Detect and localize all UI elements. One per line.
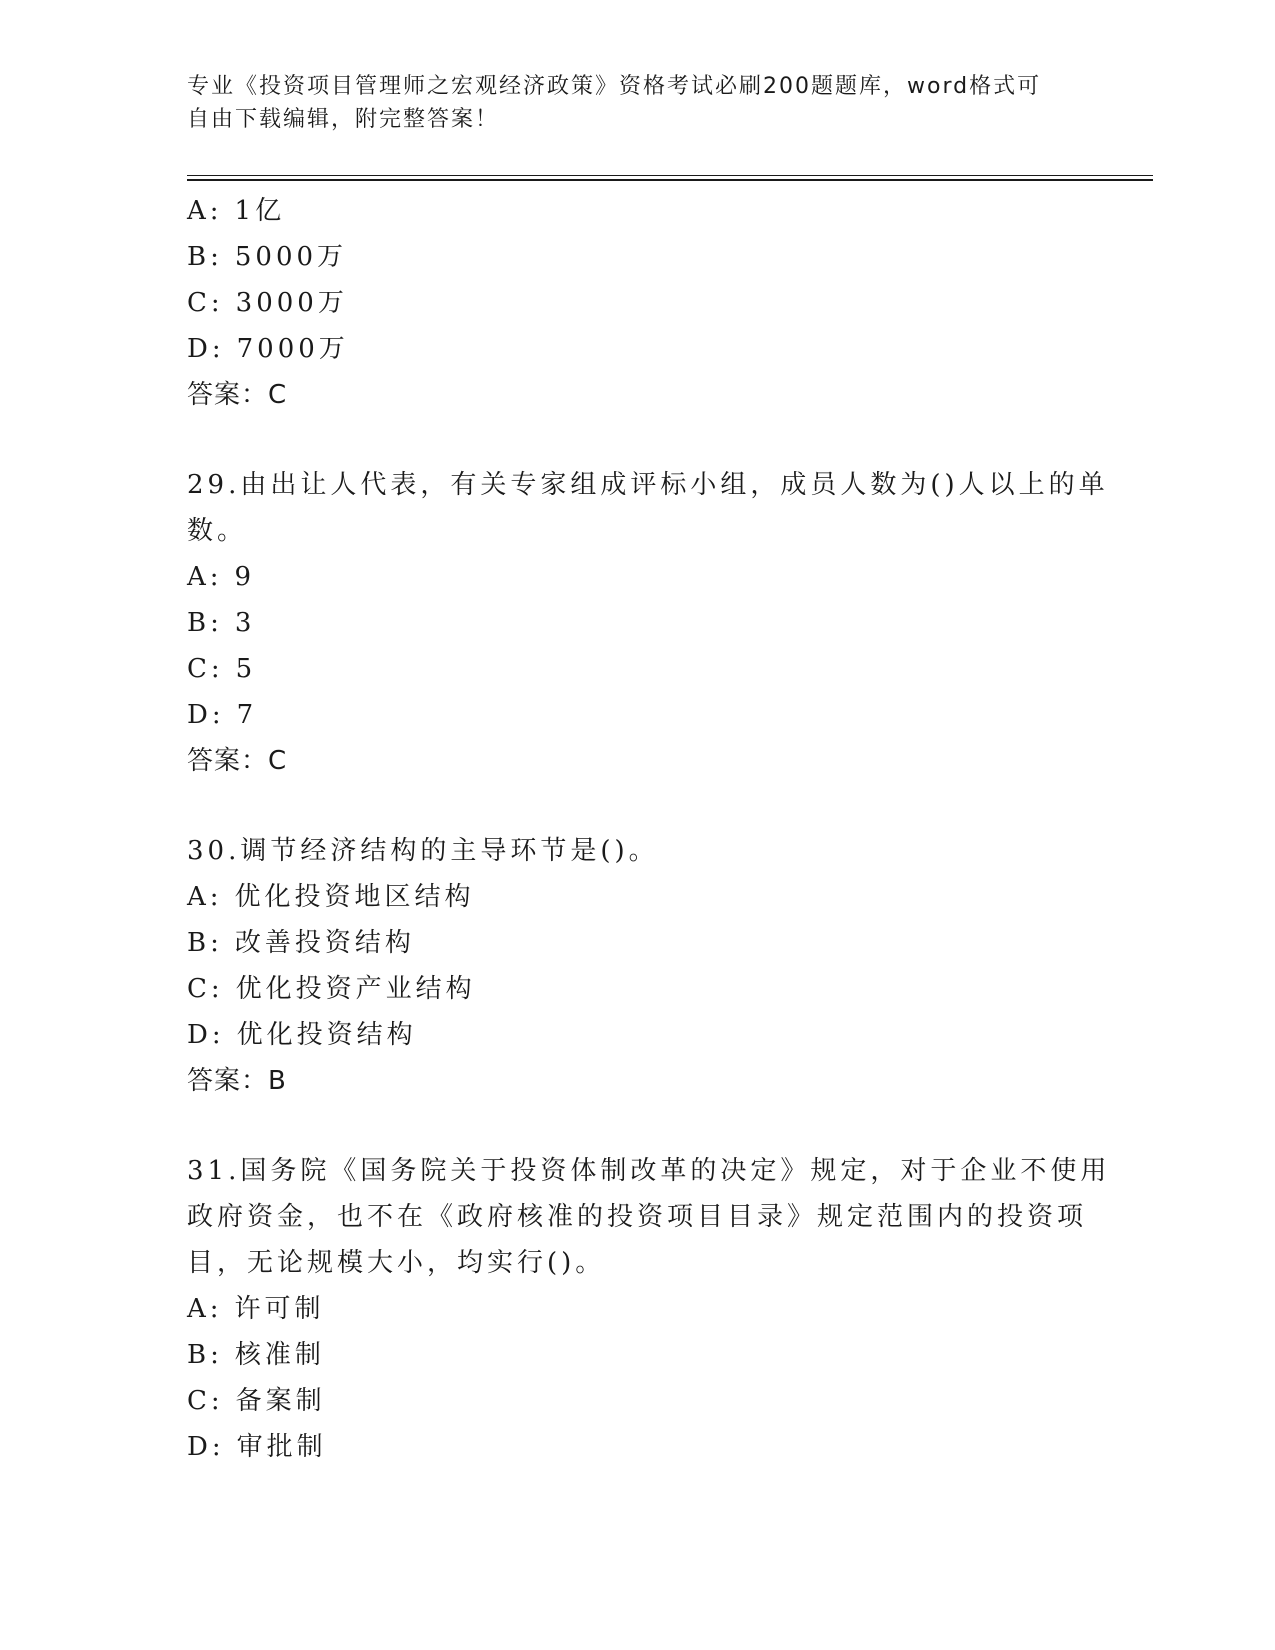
option-b [187,1332,1087,1378]
option-label: A: [187,1294,223,1324]
option-label: C: [187,654,224,684]
question-text-line-2: 政府资金，也不在《政府核准的投资项目目录》规定范围内的投资项 [187,1202,1088,1232]
answer-line: 答案：C [187,746,288,776]
header-divider-thin [187,175,1153,176]
question-content [187,188,1111,1470]
option-label: D: [187,1020,225,1050]
option-label: A: [187,196,223,226]
header-title-line-1: 专业《投资项目管理师之宏观经济政策》资格考试必刷200题题库，word格式可 [187,74,1042,99]
block-spacer [187,1104,1087,1148]
question-block-30 [187,828,1087,1104]
option-text: 优化投资产业结构 [235,974,476,1004]
option-a [187,554,1087,600]
option-d [187,692,1087,738]
document-header [187,70,1067,136]
option-text: 3 [234,608,256,638]
option-text: 优化投资结构 [236,1020,417,1050]
option-label: B: [187,242,223,272]
option-label: B: [187,1340,223,1370]
option-c [187,1378,1087,1424]
option-text: 备案制 [235,1386,326,1416]
option-a [187,874,1087,920]
option-text: 核准制 [234,1340,325,1370]
block-spacer [187,784,1087,828]
answer-line: 答案：B [187,1066,287,1096]
question-text-line-3: 目，无论规模大小，均实行()。 [187,1248,606,1278]
option-text: 5 [235,654,257,684]
option-text: 9 [234,562,256,592]
option-label: B: [187,608,223,638]
header-title-line-2: 自由下载编辑，附完整答案！ [187,107,500,132]
block-spacer [187,418,1087,462]
option-a [187,1286,1087,1332]
answer-line: 答案：C [187,380,288,410]
option-d [187,1424,1087,1470]
option-b [187,920,1087,966]
option-label: D: [187,334,225,364]
question-block-28 [187,188,1087,418]
option-c [187,646,1087,692]
option-b [187,234,1087,280]
question-text-line-2: 数。 [187,516,248,546]
option-label: A: [187,562,223,592]
option-text: 7 [236,700,258,730]
question-block-29 [187,462,1109,784]
option-text: 5000万 [234,242,348,272]
option-text: 改善投资结构 [234,928,415,958]
option-label: D: [187,1432,225,1462]
option-label: D: [187,700,225,730]
option-label: C: [187,288,224,318]
option-text: 7000万 [236,334,349,364]
option-b [187,600,1087,646]
option-text: 1亿 [234,196,286,226]
option-d [187,1012,1087,1058]
option-text: 优化投资地区结构 [234,882,475,912]
option-a [187,188,1087,234]
option-text: 许可制 [234,1294,325,1324]
question-text-line-1: 31.国务院《国务院关于投资体制改革的决定》规定，对于企业不使用 [187,1156,1111,1186]
option-d [187,326,1087,372]
option-text: 3000万 [235,288,348,318]
option-c [187,966,1087,1012]
question-text-line-1: 29.由出让人代表，有关专家组成评标小组，成员人数为()人以上的单 [187,470,1109,500]
question-text-line-1: 30.调节经济结构的主导环节是()。 [187,836,659,866]
option-label: B: [187,928,223,958]
option-c [187,280,1087,326]
header-divider-thick [187,179,1153,181]
option-text: 审批制 [236,1432,327,1462]
option-label: A: [187,882,223,912]
question-block-31 [187,1148,1111,1470]
option-label: C: [187,1386,224,1416]
option-label: C: [187,974,224,1004]
